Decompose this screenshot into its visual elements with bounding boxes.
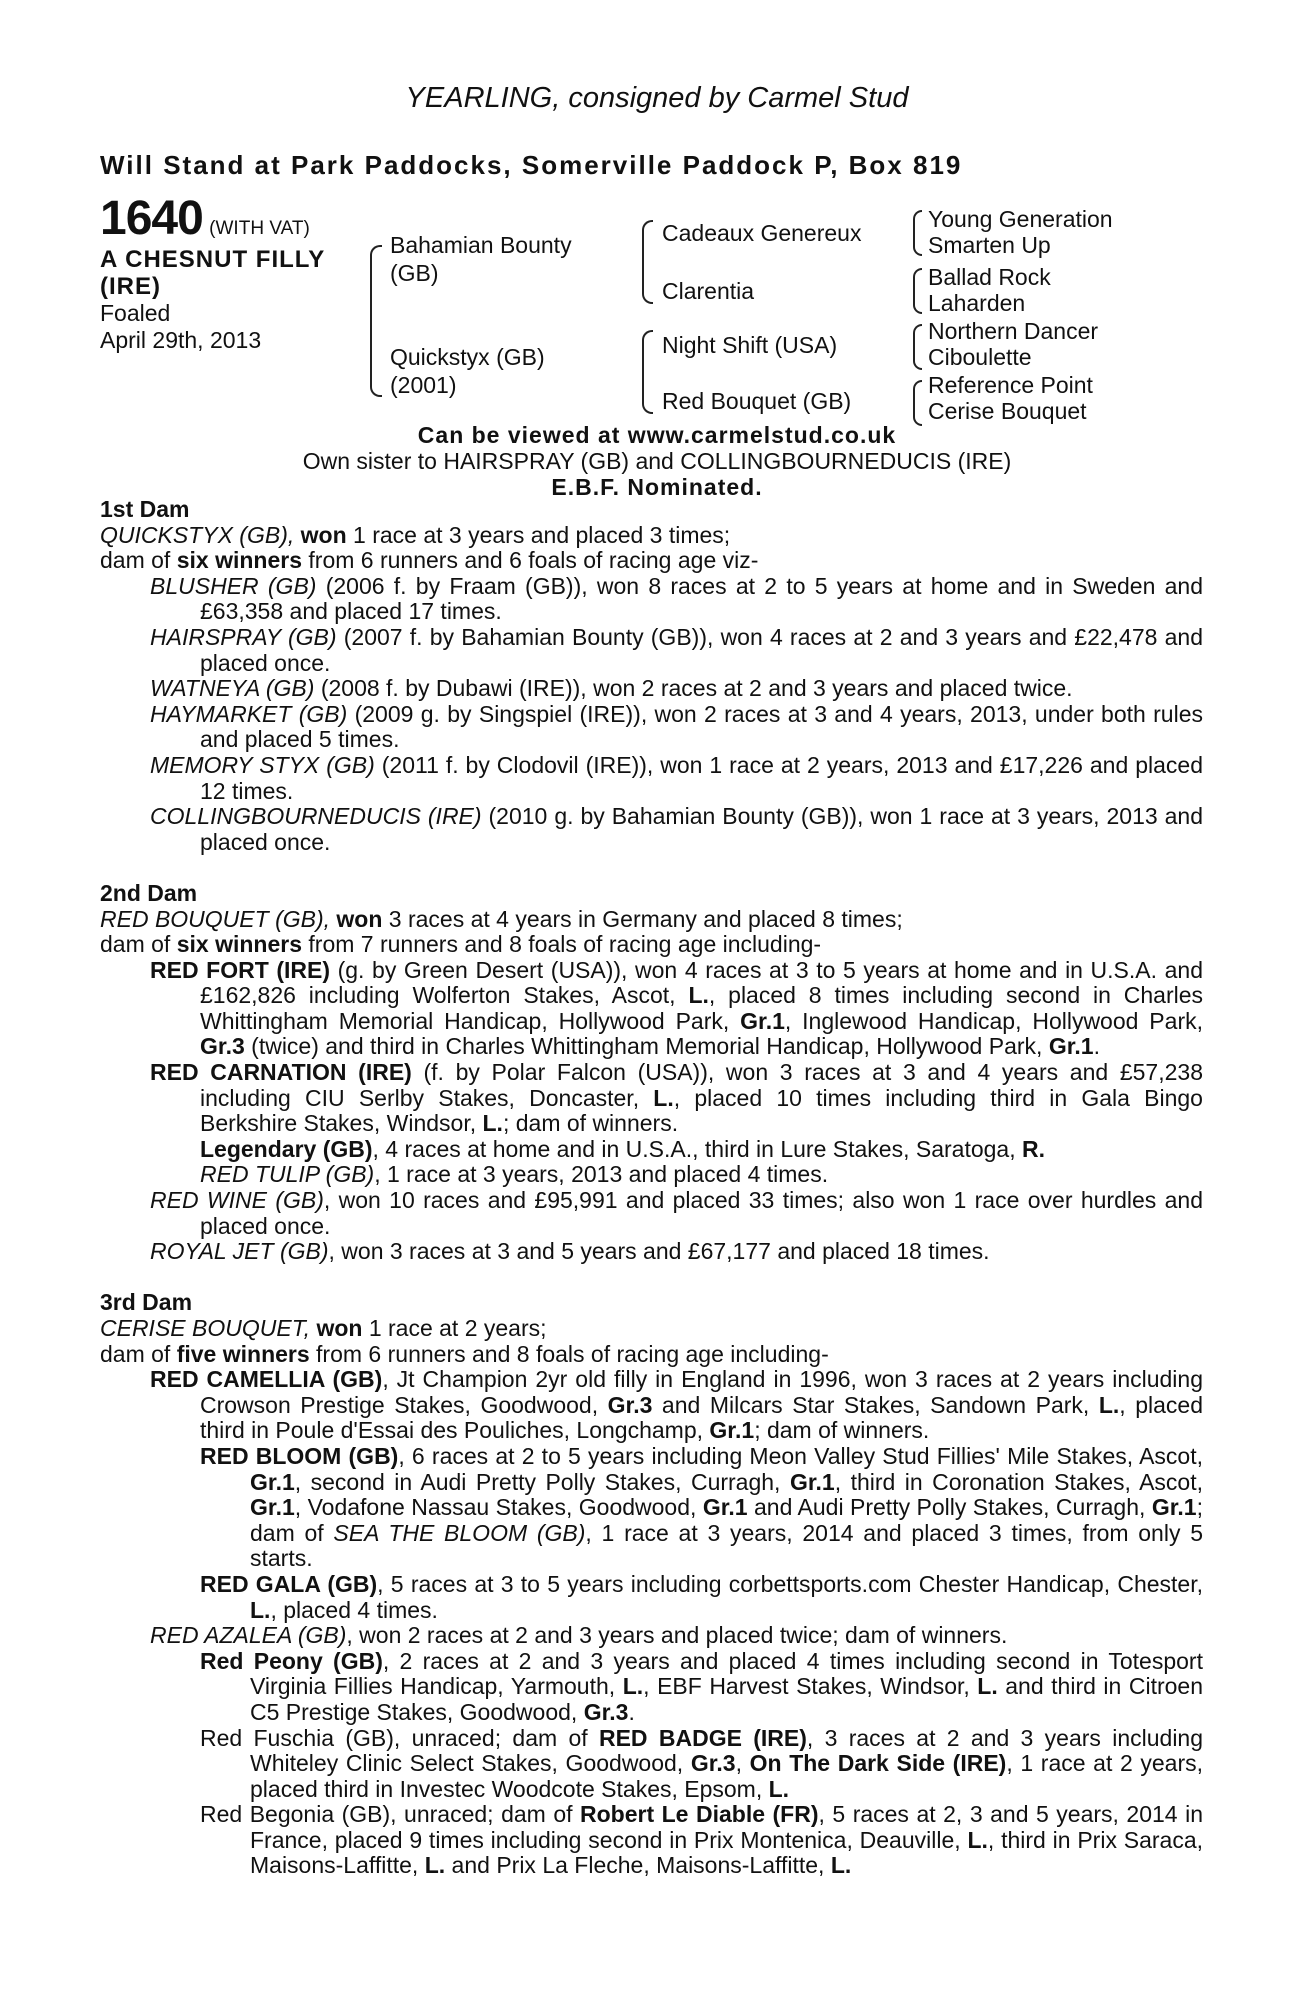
pedigree-brace-ds — [913, 324, 922, 370]
foaled-label: Foaled — [100, 300, 171, 326]
record-text: , 1 race at 3 years, 2013 and placed 4 times. — [374, 1161, 829, 1188]
pedigree-brace-main — [370, 245, 382, 397]
third-dam-name: CERISE BOUQUET, — [100, 1315, 311, 1341]
record-text: Red Begonia (GB), unraced; dam of — [200, 1801, 581, 1828]
horse-name: COLLINGBOURNEDUCIS (IRE) — [150, 803, 482, 830]
second-dam-summary — [100, 907, 1203, 933]
second-dam-won: won — [336, 905, 383, 932]
record-text: , 2 races at 2 and 3 years and placed 4 times including second in Totesport Virginia Fillies Handicap, Yarmouth, — [250, 1647, 1203, 1700]
grade: L. — [482, 1110, 503, 1137]
third-dam-won: won — [316, 1315, 363, 1341]
grade: Gr.3 — [607, 1391, 653, 1418]
second-dam-name: RED BOUQUET (GB), — [100, 905, 331, 932]
second-dam-intro: 3 races at 4 years in Germany and placed 8 times; — [382, 905, 903, 932]
produce-entry — [100, 676, 1203, 702]
record-text: , Inglewood Handicap, Hollywood Park, — [784, 1007, 1203, 1034]
horse-name: BLUSHER (GB) — [150, 572, 317, 599]
produce-entry — [100, 702, 1203, 753]
grand-produce-entry — [100, 1137, 1203, 1163]
grade: L. — [830, 1852, 852, 1879]
produce-entry — [100, 1239, 1203, 1265]
pedigree-brace-sd — [913, 268, 922, 314]
horse-name: Robert Le Diable (FR) — [580, 1801, 819, 1828]
horse-name: RED BADGE (IRE) — [598, 1724, 807, 1751]
grade: L. — [1098, 1391, 1120, 1418]
lot-number: 1640 — [100, 192, 203, 245]
third-dam-heading: 3rd Dam — [100, 1289, 193, 1316]
winners-count: six winners — [176, 547, 302, 574]
viewing-note: Can be viewed at www.carmelstud.co.uk — [417, 422, 897, 448]
horse-name: RED AZALEA (GB) — [150, 1622, 347, 1649]
grand-produce-entry — [100, 1726, 1203, 1803]
grade: Gr.1 — [250, 1468, 295, 1495]
horse-name: MEMORY STYX (GB) — [150, 751, 375, 778]
horse-name: SEA THE BLOOM (GB) — [333, 1519, 586, 1546]
record-text: and Prix La Fleche, Maisons-Laffitte, — [445, 1852, 831, 1879]
grade: L. — [688, 982, 709, 1009]
first-dam-intro: 1 race at 3 years and placed 3 times; — [346, 521, 731, 548]
horse-name: HAIRSPRAY (GB) — [150, 623, 337, 650]
lot-details — [100, 192, 360, 354]
grade: Gr.1 — [709, 1417, 755, 1444]
pedigree-sire: Bahamian Bounty — [390, 232, 572, 258]
horse-name: ROYAL JET (GB) — [150, 1238, 329, 1265]
pedigree-dsd: Ciboulette — [928, 344, 1032, 370]
horse-name: Legendary (GB) — [200, 1135, 373, 1162]
grand-produce-entry — [100, 1649, 1203, 1726]
third-dam-summary — [100, 1316, 1203, 1342]
produce-entry — [100, 804, 1203, 855]
consignment-line: YEARLING, consigned by Carmel Stud — [405, 82, 909, 114]
record-text: , — [735, 1750, 750, 1777]
grade: Gr.1 — [1151, 1494, 1197, 1521]
record-text: . — [628, 1698, 635, 1725]
record-text: , 6 races at 2 to 5 years including Meon Valley Stud Fillies' Mile Stakes, Ascot, — [398, 1442, 1203, 1469]
produce-entry — [100, 1060, 1203, 1137]
pedigree-dds: Reference Point — [928, 372, 1093, 398]
pedigree-brace-dd — [913, 380, 922, 426]
lot-country: (IRE) — [100, 273, 161, 300]
grand-produce-entry — [100, 1572, 1203, 1623]
winners-count: five winners — [176, 1340, 310, 1367]
runners-text: from 7 runners and 8 foals of racing age including- — [302, 931, 822, 958]
record-text: , Vodafone Nassau Stakes, Goodwood, — [294, 1494, 703, 1521]
winners-count: six winners — [176, 931, 302, 958]
pedigree-brace-dam — [642, 330, 653, 414]
dam-of-text: dam of — [100, 931, 177, 958]
record-text: , 1 race at 2 years, placed third in Investec Woodcote Stakes, Epsom, — [250, 1750, 1204, 1802]
grade: L. — [653, 1084, 674, 1111]
record-text: and third in Citroen C5 Prestige Stakes, Goodwood, — [250, 1673, 1203, 1725]
record-text: . — [1093, 1033, 1100, 1060]
horse-record: (2011 f. by Clodovil (IRE)), won 1 race at 2 years, 2013 and £17,226 and placed 12 times. — [200, 751, 1203, 804]
grade: Gr.1 — [702, 1494, 748, 1521]
pedigree-ssd: Smarten Up — [928, 232, 1051, 258]
horse-record: (2007 f. by Bahamian Bounty (GB)), won 4 races at 2 and 3 years and £22,478 and placed once. — [200, 623, 1203, 676]
produce-record — [100, 497, 1203, 1879]
record-text: , 4 races at home and in U.S.A., third in Lure Stakes, Saratoga, — [372, 1135, 1022, 1162]
record-text: ; dam of winners. — [502, 1110, 679, 1137]
horse-record: (2008 f. by Dubawi (IRE)), won 2 races at 2 and 3 years and placed twice. — [314, 675, 1073, 702]
produce-entry — [100, 958, 1203, 1060]
horse-name: RED TULIP (GB) — [200, 1161, 375, 1188]
record-text: , 5 races at 3 to 5 years including corbettsports.com Chester Handicap, Chester, — [377, 1570, 1204, 1597]
produce-entry — [100, 1188, 1203, 1239]
record-text: , Jt Champion 2yr old filly in England in 1996, won 3 races at 2 years including Crowson Prestige Stakes, Goodwood, — [200, 1366, 1204, 1418]
lot-description: A CHESNUT FILLY — [100, 246, 326, 273]
record-text: and Milcars Star Stakes, Sandown Park, — [652, 1391, 1099, 1418]
first-dam-won: won — [300, 521, 347, 548]
record-text: , third in Prix Saraca, Maisons-Laffitte, — [250, 1826, 1204, 1879]
horse-name: RED WINE (GB) — [150, 1187, 324, 1214]
record-text: , third in Coronation Stakes, Ascot, — [834, 1468, 1203, 1495]
pedigree-dam-year: (2001) — [390, 372, 457, 398]
record-text: (f. by Polar Falcon (USA)), won 3 races at 3 and 4 years and £57,238 including CIU Serlby Stakes, Doncaster, — [200, 1059, 1203, 1111]
horse-name: RED CARNATION (IRE) — [150, 1059, 412, 1086]
pedigree-sds: Ballad Rock — [928, 264, 1051, 290]
grade: L. — [977, 1673, 998, 1700]
pedigree-dam-dam: Red Bouquet (GB) — [662, 388, 852, 414]
horse-name: On The Dark Side (IRE) — [749, 1750, 1007, 1777]
record-text: and Audi Pretty Polly Stakes, Curragh, — [747, 1494, 1152, 1521]
record-text: , 3 races at 2 and 3 years including Whiteley Clinic Select Stakes, Goodwood, — [250, 1724, 1204, 1777]
own-sister-text: Own sister to HAIRSPRAY (GB) and COLLINGBOURNEDUCIS (IRE) — [302, 448, 1012, 474]
horse-name: HAYMARKET (GB) — [150, 700, 348, 727]
third-dam-produce-summary — [100, 1342, 1203, 1368]
record-text: , 5 races at 2, 3 and 5 years, 2014 in France, placed 9 times including second in Prix Montenica, Deauville, — [250, 1801, 1204, 1853]
foaled-date: April 29th, 2013 — [100, 327, 262, 353]
horse-name: RED CAMELLIA (GB) — [150, 1366, 383, 1393]
grade: Gr.1 — [250, 1494, 295, 1521]
own-sister-note — [0, 448, 1314, 475]
grade: Gr.1 — [789, 1468, 835, 1495]
record-text: Red Fuschia (GB), unraced; dam of — [200, 1724, 599, 1751]
horse-name: Red Peony (GB) — [200, 1647, 383, 1674]
record-text: (twice) and third in Charles Whittingham Memorial Handicap, Hollywood Park, — [244, 1033, 1049, 1060]
ebf-note: E.B.F. Nominated. — [551, 474, 763, 500]
produce-entry — [100, 625, 1203, 676]
record-text: , won 2 races at 2 and 3 years and placed twice; dam of winners. — [346, 1622, 1008, 1649]
grade: Gr.1 — [740, 1007, 785, 1034]
pedigree-sss: Young Generation — [928, 206, 1113, 232]
horse-name: RED BLOOM (GB) — [200, 1442, 399, 1469]
grade: L. — [967, 1826, 988, 1853]
grade: L. — [424, 1852, 446, 1879]
grade: L. — [768, 1775, 790, 1802]
pedigree-dam-sire: Night Shift (USA) — [662, 332, 838, 358]
grade: L. — [250, 1596, 271, 1623]
horse-name: RED GALA (GB) — [200, 1570, 378, 1597]
pedigree-sire-sire: Cadeaux Genereux — [662, 220, 862, 246]
horse-name: RED FORT (IRE) — [150, 956, 331, 983]
second-dam-produce-summary — [100, 932, 1203, 958]
runners-text: from 6 runners and 8 foals of racing age including- — [309, 1340, 829, 1367]
produce-entry — [100, 1623, 1203, 1649]
pedigree-brace-sire — [642, 220, 653, 304]
grade: Gr.3 — [200, 1033, 245, 1060]
record-text: , placed 10 times including third in Gala Bingo Berkshire Stakes, Windsor, — [200, 1084, 1203, 1137]
record-text: , 1 race at 3 years, 2014 and placed 3 times, from only 5 starts. — [250, 1519, 1203, 1572]
first-dam-heading: 1st Dam — [100, 496, 190, 522]
grade: Gr.3 — [583, 1698, 629, 1725]
stand-location: Will Stand at Park Paddocks, Somerville Paddock P, Box 819 — [100, 150, 963, 180]
pedigree-dss: Northern Dancer — [928, 318, 1099, 344]
first-dam-summary — [100, 523, 1203, 549]
pedigree-sdd: Laharden — [928, 290, 1026, 316]
record-text: , placed third in Poule d'Essai des Pouliches, Longchamp, — [200, 1391, 1203, 1444]
record-text: , won 3 races at 3 and 5 years and £67,177 and placed 18 times. — [328, 1238, 990, 1265]
record-text: , won 10 races and £95,991 and placed 33 times; also won 1 race over hurdles and placed once. — [200, 1187, 1203, 1239]
record-text: , EBF Harvest Stakes, Windsor, — [643, 1673, 978, 1700]
pedigree-brace-ss — [913, 210, 922, 256]
grand-produce-entry — [100, 1162, 1203, 1188]
grade: Gr.1 — [1048, 1033, 1094, 1060]
runners-text: from 6 runners and 6 foals of racing age viz- — [302, 547, 759, 574]
first-dam-produce-summary — [100, 548, 1203, 574]
pedigree-dam: Quickstyx (GB) — [390, 344, 545, 370]
first-dam-name: QUICKSTYX (GB), — [100, 521, 295, 548]
horse-name: WATNEYA (GB) — [150, 675, 315, 702]
record-text: , placed 8 times including second in Charles Whittingham Memorial Handicap, Hollywood Park, — [200, 982, 1204, 1034]
grade: L. — [622, 1673, 644, 1700]
dam-of-text: dam of — [100, 547, 177, 574]
pedigree-ddd: Cerise Bouquet — [928, 398, 1087, 424]
produce-entry — [100, 574, 1203, 625]
horse-record: (2010 g. by Bahamian Bounty (GB)), won 1 race at 3 years, 2013 and placed once. — [200, 803, 1204, 855]
third-dam-intro: 1 race at 2 years; — [362, 1315, 547, 1341]
grade: Gr.3 — [690, 1750, 736, 1777]
grand-produce-entry — [100, 1802, 1203, 1879]
record-text: , placed 4 times. — [270, 1596, 438, 1623]
produce-entry — [100, 753, 1203, 804]
record-text: (g. by Green Desert (USA)), won 4 races at 3 to 5 years at home and in U.S.A. and £162,826 including Wolferton Stakes, Ascot, — [200, 956, 1203, 1009]
grade: R. — [1022, 1135, 1045, 1162]
second-dam-heading: 2nd Dam — [100, 879, 198, 906]
pedigree-sire-dam: Clarentia — [662, 278, 755, 304]
produce-entry — [100, 1367, 1203, 1444]
dam-of-text: dam of — [100, 1340, 177, 1367]
record-text: , second in Audi Pretty Polly Stakes, Curragh, — [294, 1468, 790, 1495]
record-text: ; dam of winners. — [754, 1417, 930, 1444]
vat-note: (WITH VAT) — [209, 218, 310, 239]
grand-produce-entry — [100, 1444, 1203, 1572]
horse-record: (2009 g. by Singspiel (IRE)), won 2 races at 3 and 4 years, 2013, under both rules and placed 5 times. — [200, 700, 1203, 753]
horse-record: (2006 f. by Fraam (GB)), won 8 races at 2 to 5 years at home and in Sweden and £63,358 and placed 17 times. — [200, 572, 1203, 625]
record-text: ; dam of — [250, 1494, 1203, 1546]
pedigree-sire-country: (GB) — [390, 260, 439, 286]
